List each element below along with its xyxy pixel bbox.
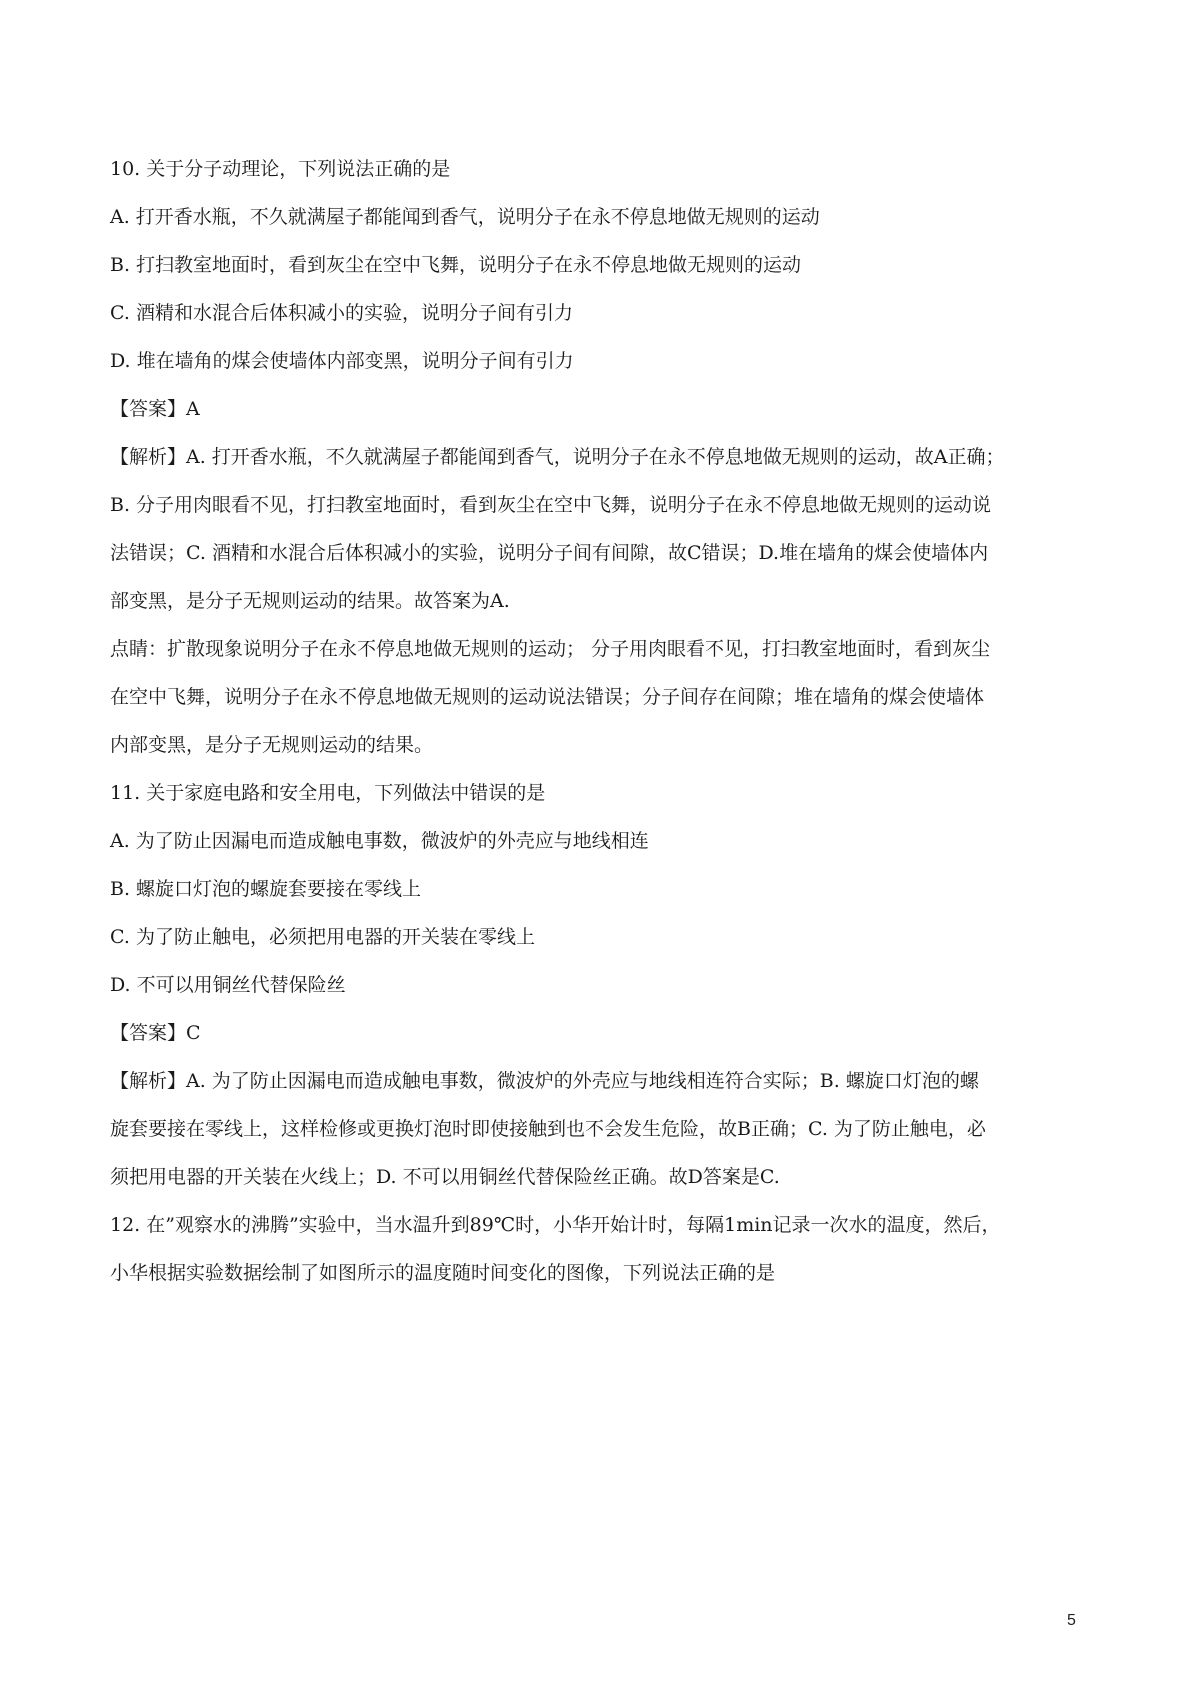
- question-10-analysis-line: 法错误；C. 酒精和水混合后体积减小的实验，说明分子间有间隙，故C错误；D.堆在墙角的煤会使墙体内: [110, 542, 989, 564]
- question-10-analysis-line: 【解析】A. 打开香水瓶，不久就满屋子都能闻到香气，说明分子在永不停息地做无规则的运动，故A正确；: [110, 446, 1005, 468]
- question-11-option-b: B. 螺旋口灯泡的螺旋套要接在零线上: [110, 878, 422, 900]
- question-11-analysis-line: 【解析】A. 为了防止因漏电而造成触电事数，微波炉的外壳应与地线相连符合实际；B. 螺旋口灯泡的螺: [110, 1070, 979, 1092]
- question-12-stem-line: 12. 在”观察水的沸腾”实验中，当水温升到89℃时，小华开始计时，每隔1min记录一次水的温度，然后，: [110, 1214, 1001, 1236]
- question-10-option-b: B. 打扫教室地面时，看到灰尘在空中飞舞，说明分子在永不停息地做无规则的运动: [110, 254, 802, 276]
- question-11-option-d: D. 不可以用铜丝代替保险丝: [110, 974, 346, 996]
- question-10-option-a: A. 打开香水瓶，不久就满屋子都能闻到香气，说明分子在永不停息地做无规则的运动: [110, 206, 820, 228]
- question-11-analysis-line: 旋套要接在零线上，这样检修或更换灯泡时即使接触到也不会发生危险，故B正确；C. 为了防止触电，必: [110, 1118, 986, 1140]
- question-11-answer: 【答案】C: [110, 1022, 201, 1044]
- question-11-analysis-line: 须把用电器的开关装在火线上；D. 不可以用铜丝代替保险丝正确。故D答案是C.: [110, 1166, 780, 1188]
- question-11-option-a: A. 为了防止因漏电而造成触电事数，微波炉的外壳应与地线相连: [110, 830, 649, 852]
- question-10-stem: 10. 关于分子动理论，下列说法正确的是: [110, 158, 451, 180]
- document-body: [110, 145, 1100, 1297]
- question-10-note-line: 内部变黑，是分子无规则运动的结果。: [110, 734, 434, 756]
- question-10-analysis-line: 部变黑，是分子无规则运动的结果。故答案为A.: [110, 590, 510, 612]
- question-10-option-d: D. 堆在墙角的煤会使墙体内部变黑，说明分子间有引力: [110, 350, 574, 372]
- question-11-option-c: C. 为了防止触电，必须把用电器的开关装在零线上: [110, 926, 535, 948]
- question-10-answer: 【答案】A: [110, 398, 200, 420]
- question-11-stem: 11. 关于家庭电路和安全用电，下列做法中错误的是: [110, 782, 546, 804]
- page-number: 5: [1067, 1612, 1076, 1629]
- question-10-note-line: 在空中飞舞，说明分子在永不停息地做无规则的运动说法错误；分子间存在间隙；堆在墙角的煤会使墙体: [110, 686, 985, 708]
- question-10-note-line: 点睛：扩散现象说明分子在永不停息地做无规则的运动； 分子用肉眼看不见，打扫教室地面时，看到灰尘: [110, 638, 991, 660]
- question-10-analysis-line: B. 分子用肉眼看不见，打扫教室地面时，看到灰尘在空中飞舞，说明分子在永不停息地做无规则的运动说: [110, 494, 992, 516]
- question-12-stem-line: 小华根据实验数据绘制了如图所示的温度随时间变化的图像，下列说法正确的是: [110, 1262, 776, 1284]
- question-10-option-c: C. 酒精和水混合后体积减小的实验，说明分子间有引力: [110, 302, 573, 324]
